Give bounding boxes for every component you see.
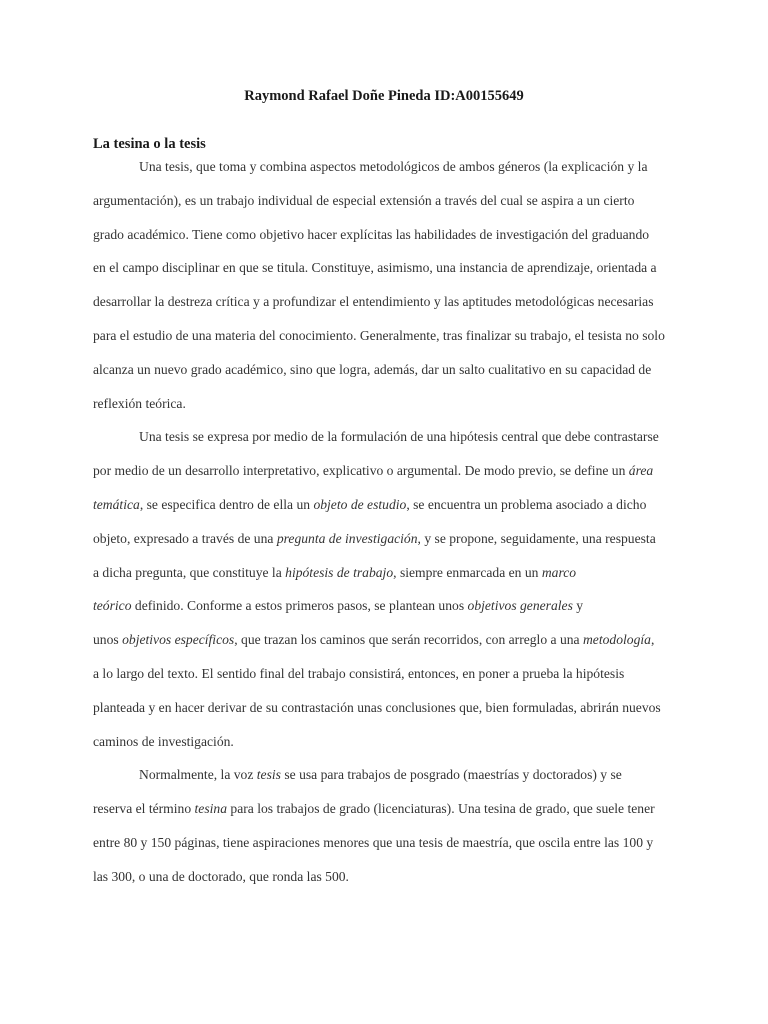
- text-run: a dicha pregunta, que constituye la: [93, 564, 286, 580]
- body-text: [93, 150, 678, 894]
- italic-term: pregunta de investigación: [276, 530, 418, 546]
- text-run: para el estudio de una materia del conocimiento. Generalmente, tras finalizar su trabajo, el tesista no solo: [93, 327, 665, 343]
- text-run: , y se propone, seguidamente, una respuesta: [417, 530, 656, 546]
- paragraph: [93, 420, 678, 758]
- text-run: reflexión teórica.: [93, 395, 186, 411]
- text-line: [93, 589, 678, 623]
- text-line: [93, 387, 678, 421]
- text-run: entre 80 y 150 páginas, tiene aspiraciones menores que una tesis de maestría, que oscila entre las 100 y: [93, 834, 654, 850]
- text-line: [93, 758, 678, 792]
- text-line: [93, 792, 678, 826]
- text-line: [93, 522, 678, 556]
- italic-term: marco: [541, 564, 577, 580]
- section-heading: La tesina o la tesis: [93, 136, 206, 152]
- text-run: , se especifica dentro de ella un: [139, 496, 314, 512]
- text-run: a lo largo del texto. El sentido final del trabajo consistirá, entonces, en poner a prueba la hipótesis: [93, 665, 625, 681]
- text-run: por medio de un desarrollo interpretativo, explicativo o argumental. De modo previo, se define un: [93, 463, 629, 479]
- text-run: planteada y en hacer derivar de su contrastación unas conclusiones que, bien formuladas, abrirán nuevos: [93, 699, 661, 715]
- text-run: unos: [93, 632, 123, 648]
- text-line: [93, 556, 678, 590]
- text-line: [93, 488, 678, 522]
- text-run: reserva el término: [93, 801, 195, 817]
- text-run: grado académico. Tiene como objetivo hacer explícitas las habilidades de investigación del graduando: [93, 226, 650, 242]
- text-run: objeto, expresado a través de una: [93, 530, 277, 546]
- text-line: [93, 285, 678, 319]
- text-line: [93, 319, 678, 353]
- text-run: , siempre enmarcada en un: [393, 564, 542, 580]
- text-run: en el campo disciplinar en que se titula. Constituye, asimismo, una instancia de aprendizaje, orientada a: [93, 260, 657, 276]
- text-run: Normalmente, la voz: [139, 767, 257, 783]
- italic-term: objetivos específicos: [122, 632, 235, 648]
- text-run: Una tesis, que toma y combina aspectos metodológicos de ambos géneros (la explicación y la: [139, 159, 648, 174]
- text-run: ,: [650, 632, 655, 648]
- italic-term: teórico: [93, 598, 132, 614]
- text-run: argumentación), es un trabajo individual de especial extensión a través del cual se aspira a un cierto: [93, 192, 635, 208]
- italic-term: hipótesis de trabajo: [285, 564, 394, 580]
- text-run: alcanza un nuevo grado académico, sino que logra, además, dar un salto cualitativo en su capacidad de: [93, 361, 652, 377]
- text-line: [93, 454, 678, 488]
- text-run: , se encuentra un problema asociado a dicho: [406, 496, 647, 512]
- text-run: definido. Conforme a estos primeros pasos, se plantean unos: [131, 598, 468, 614]
- text-run: desarrollar la destreza crítica y a profundizar el entendimiento y las aptitudes metodológicas necesarias: [93, 294, 654, 310]
- text-line: [93, 353, 678, 387]
- text-run: caminos de investigación.: [93, 733, 234, 749]
- text-line: [93, 218, 678, 252]
- text-line: [93, 150, 678, 184]
- text-line: [93, 420, 678, 454]
- text-run: , que trazan los caminos que serán recorridos, con arreglo a una: [234, 632, 583, 648]
- italic-term: temática: [93, 496, 140, 512]
- text-line: [93, 826, 678, 860]
- italic-term: objeto de estudio: [313, 496, 407, 512]
- text-run: Una tesis se expresa por medio de la formulación de una hipótesis central que debe contrastarse: [139, 429, 659, 445]
- text-run: se usa para trabajos de posgrado (maestrías y doctorados) y se: [280, 767, 622, 783]
- italic-term: área: [628, 463, 654, 479]
- text-line: [93, 860, 678, 894]
- text-line: [93, 251, 678, 285]
- text-run: para los trabajos de grado (licenciaturas). Una tesina de grado, que suele tener: [227, 801, 655, 817]
- italic-term: metodología: [582, 632, 651, 648]
- text-line: [93, 184, 678, 218]
- italic-term: objetivos generales: [467, 598, 573, 614]
- author-id-line: Raymond Rafael Doñe Pineda ID:A00155649: [244, 88, 524, 104]
- text-line: [93, 691, 678, 725]
- text-line: [93, 623, 678, 657]
- paragraph: [93, 150, 678, 420]
- italic-term: tesina: [194, 801, 228, 817]
- italic-term: tesis: [256, 767, 281, 783]
- text-run: las 300, o una de doctorado, que ronda las 500.: [93, 868, 349, 884]
- paragraph: [93, 758, 678, 893]
- text-line: [93, 725, 678, 759]
- text-line: [93, 657, 678, 691]
- text-run: y: [572, 598, 584, 614]
